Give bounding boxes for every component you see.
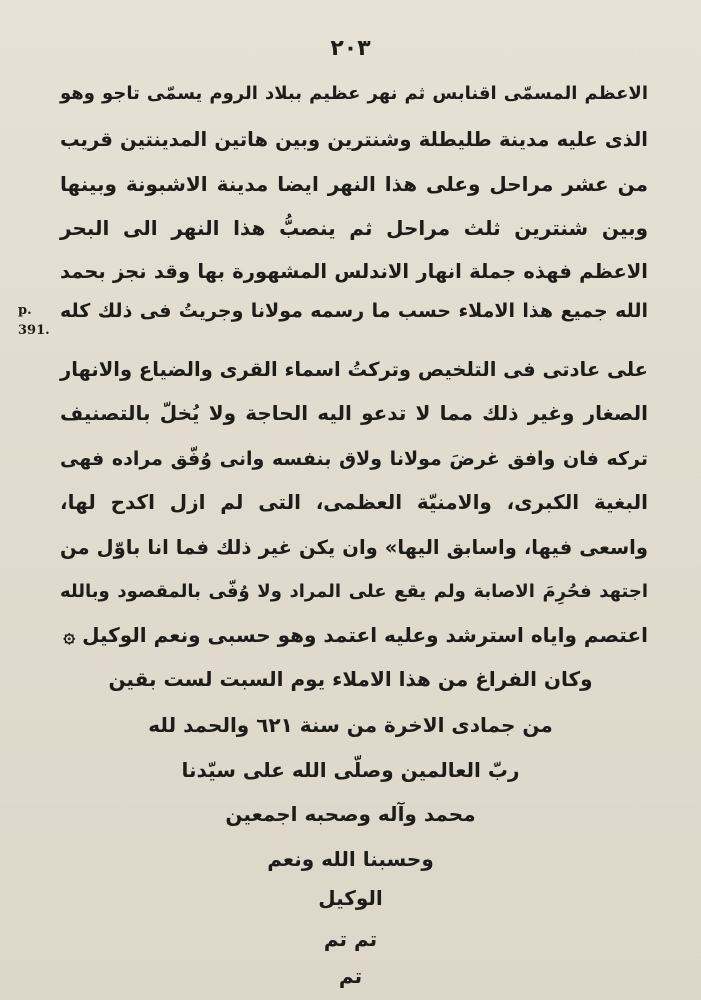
colophon-line: وكان الفراغ من هذا الاملاء يوم السبت لست بقين [108, 667, 593, 691]
body-line: تركه فان وافق غرضَ مولانا ولاق بنفسه وانى وُفّق مراده فهى [60, 448, 648, 470]
body-line: على عادتى فى التلخيص وتركتُ اسماء القرى والضياع والانهار [60, 358, 648, 381]
colophon-line: تم [338, 964, 363, 988]
colophon-line: الوكيل [318, 886, 383, 910]
colophon-line: من جمادى الاخرة من سنة ٦٢١ والحمد لله [148, 713, 553, 737]
body-line: اجتهد فحُرِمَ الاصابة ولم يقع على المراد ولا وُفّى بالمقصود وبالله [60, 581, 648, 602]
body-line: البغية الكبرى، والامنيّة العظمى، التى لم ازل اكدح لها، [60, 490, 648, 514]
colophon-line: محمد وآله وصحبه اجمعين [225, 802, 476, 826]
body-line: وبين شنترين ثلث مراحل ثم ينصبُّ هذا النهر الى البحر [60, 216, 648, 240]
body-line: الله جميع هذا الاملاء حسب ما رسمه مولانا وجريتُ فى ذلك كله [60, 300, 648, 322]
body-line: من عشر مراحل وعلى هذا النهر ايضا مدينة الاشبونة وبينها [60, 172, 648, 196]
body-line: واسعى فيها، واسابق اليها» وان يكن غير ذلك فما انا باوّل من [60, 536, 648, 559]
body-line: الاعظم فهذه جملة انهار الاندلس المشهورة بها وقد نجز بحمد [60, 260, 648, 283]
margin-page-reference: p. 391. [18, 303, 50, 338]
colophon-line: تم تم [323, 927, 378, 951]
colophon-line: ربّ العالمين وصلّى الله على سيّدنا [181, 758, 520, 782]
body-line: الصغار وغير ذلك مما لا تدعو اليه الحاجة ولا يُخلّ بالتصنيف [60, 401, 648, 425]
body-line: اعتصم واياه استرشد وعليه اعتمد وهو حسبى ونعم الوكيل ۞ [63, 623, 648, 647]
body-line: الذى عليه مدينة طليطلة وشنترين وبين هاتين المدينتين قريب [60, 128, 648, 151]
page-number: ٢٠٣ [330, 36, 371, 61]
colophon-line: وحسبنا الله ونعم [267, 847, 434, 871]
body-line: الاعظم المسمّى اقنابس ثم نهر عظيم ببلاد الروم يسمّى تاجو وهو [60, 83, 648, 104]
